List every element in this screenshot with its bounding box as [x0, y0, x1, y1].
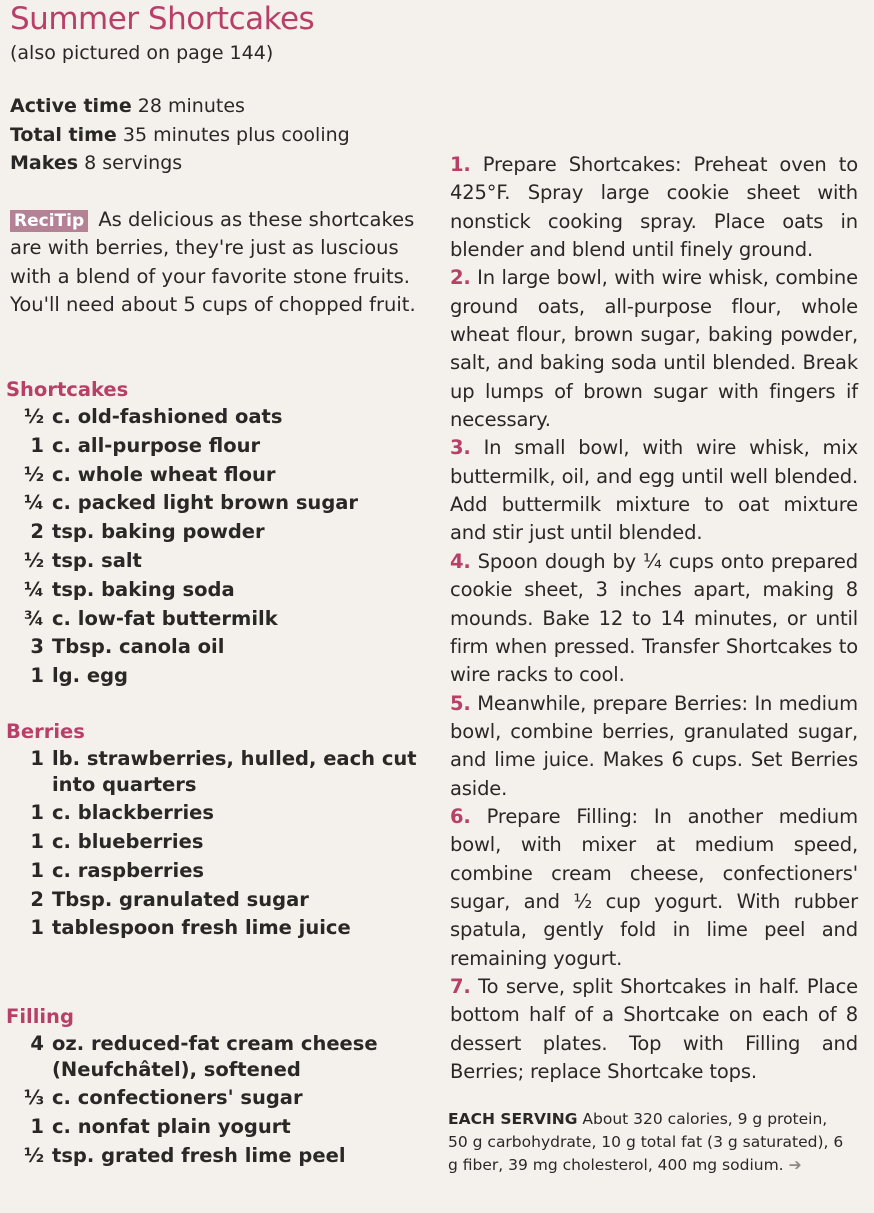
ingredient-item — [6, 915, 426, 941]
ingredient-qty: 1 — [30, 916, 44, 940]
ingredient-qty: 3 — [30, 635, 44, 659]
ingredient-item — [6, 404, 426, 430]
makes-value: 8 servings — [84, 152, 183, 174]
ingredient-qty: ½ — [23, 462, 44, 486]
ingredient-item — [6, 548, 426, 574]
ingredient-qty: 1 — [30, 830, 44, 854]
step-number: 4. — [450, 549, 471, 573]
ingredient-item — [6, 1085, 426, 1111]
ingredient-item — [6, 1114, 426, 1140]
step-number: 3. — [450, 436, 471, 460]
ingredient-qty: ½ — [23, 548, 44, 572]
ingredient-qty: 1 — [30, 1115, 44, 1139]
ingredient-text: Tbsp. granulated sugar — [52, 887, 309, 911]
direction-step — [450, 973, 858, 1086]
nutrition-info — [448, 1108, 848, 1178]
step-number: 7. — [450, 974, 471, 998]
ingredient-text: tsp. baking soda — [52, 577, 235, 601]
directions — [450, 151, 858, 1086]
ingredient-qty: ¼ — [23, 491, 44, 515]
ingredient-item — [6, 606, 426, 632]
ingredient-text: oz. reduced-fat cream cheese (Neufchâtel), softened — [52, 1032, 378, 1081]
filling-heading: Filling — [6, 1005, 74, 1028]
ingredient-item — [6, 577, 426, 603]
total-time-value: 35 minutes plus cooling — [122, 123, 350, 146]
ingredient-item — [6, 800, 426, 826]
direction-step — [450, 264, 858, 434]
direction-step — [450, 803, 858, 973]
ingredient-qty: ¾ — [23, 606, 44, 630]
total-time-label: Total time — [10, 123, 117, 146]
ingredient-text: c. old-fashioned oats — [52, 405, 283, 428]
shortcakes-heading: Shortcakes — [6, 378, 129, 401]
active-time-value: 28 minutes — [137, 95, 245, 117]
ingredient-qty: 4 — [30, 1032, 44, 1055]
step-text: Spoon dough by ¼ cups onto prepared cookie sheet, 3 inches apart, making 8 mounds. Bake 12 to 14 minutes, or until firm when pressed. Transfer Shortcakes to wire racks to cool. — [450, 549, 858, 687]
ingredient-qty: 1 — [30, 858, 44, 882]
ingredient-text: c. nonfat plain yogurt — [52, 1115, 291, 1139]
directions-list — [450, 151, 858, 1086]
nutrition-label: EACH SERVING — [448, 1110, 578, 1128]
ingredient-item — [6, 433, 426, 459]
step-number: 1. — [450, 153, 471, 176]
step-text: Meanwhile, prepare Berries: In medium bowl, combine berries, granulated sugar, and lime juice. Makes 6 cups. Set Berries aside. — [450, 691, 858, 800]
ingredient-item — [6, 519, 426, 545]
ingredient-qty: 2 — [30, 520, 44, 544]
direction-step — [450, 151, 858, 264]
ingredient-text: lb. strawberries, hulled, each cut into quarters — [52, 747, 417, 796]
nutrition-text: About 320 calories, 9 g protein, 50 g carbohydrate, 10 g total fat (3 g saturated), 6 g fiber, 39 mg cholesterol, 400 mg sodium. — [448, 1110, 844, 1175]
tip-badge: ReciTip — [10, 210, 88, 232]
ingredient-text: c. all-purpose flour — [52, 433, 261, 457]
ingredient-qty: ¼ — [23, 577, 44, 601]
berries-section — [6, 718, 426, 944]
ingredient-text: c. confectioners' sugar — [52, 1086, 303, 1110]
ingredient-qty: 1 — [30, 433, 44, 457]
makes — [10, 149, 350, 178]
active-time-label: Active time — [10, 95, 132, 117]
recipe-meta — [10, 92, 350, 178]
ingredient-item — [6, 829, 426, 855]
ingredient-qty: 1 — [30, 664, 44, 688]
ingredient-text: c. blackberries — [52, 801, 215, 825]
filling-ingredients — [6, 1031, 426, 1168]
direction-step — [450, 690, 858, 803]
ingredient-item — [6, 746, 426, 797]
ingredient-text: c. raspberries — [52, 858, 205, 882]
berries-heading: Berries — [6, 720, 85, 743]
ingredient-qty: 1 — [30, 801, 44, 825]
ingredient-qty: ⅓ — [23, 1086, 44, 1110]
ingredient-item — [6, 462, 426, 488]
berries-ingredients — [6, 746, 426, 941]
step-text: In small bowl, with wire whisk, mix buttermilk, oil, and egg until well blended. Add buttermilk mixture to oat mixture and stir just until blended. — [450, 436, 858, 545]
filling-section — [6, 1003, 426, 1172]
ingredient-item — [6, 663, 426, 689]
ingredient-text: c. low-fat buttermilk — [52, 606, 278, 630]
step-text: Prepare Shortcakes: Preheat oven to 425°F. Spray large cookie sheet with nonstick cooking spray. Place oats in blender and blend until finely ground. — [450, 153, 858, 262]
recipe-subtitle: (also pictured on page 144) — [10, 42, 274, 64]
ingredient-text: tsp. baking powder — [52, 520, 265, 544]
ingredient-text: tablespoon fresh lime juice — [52, 916, 351, 940]
step-text: Prepare Filling: In another medium bowl, with mixer at medium speed, combine cream cheese, confectioners' sugar, and ½ cup yogurt. With rubber spatula, gently fold in lime peel and remaining yogurt. — [450, 804, 858, 970]
ingredient-qty: ½ — [23, 405, 44, 428]
ingredient-text: tsp. salt — [52, 548, 142, 572]
step-number: 6. — [450, 804, 471, 828]
direction-step — [450, 434, 858, 547]
ingredient-item — [6, 634, 426, 660]
ingredient-qty: ½ — [23, 1143, 44, 1167]
reci-tip — [10, 206, 422, 319]
direction-step — [450, 548, 858, 690]
ingredient-text: Tbsp. canola oil — [52, 635, 225, 659]
ingredient-qty: 2 — [30, 887, 44, 911]
step-text: To serve, split Shortcakes in half. Place bottom half of a Shortcake on each of 8 dessert plates. Top with Filling and Berries; replace Shortcake tops. — [450, 974, 858, 1083]
makes-label: Makes — [10, 152, 79, 174]
step-number: 5. — [450, 691, 471, 715]
ingredient-item — [6, 490, 426, 516]
ingredient-item — [6, 887, 426, 913]
ingredient-text: c. whole wheat flour — [52, 462, 276, 486]
total-time — [10, 121, 350, 150]
active-time — [10, 92, 350, 121]
tip-text: As delicious as these shortcakes are with berries, they're just as luscious with a blend of your favorite stone fruits. You'll need about 5 cups of chopped fruit. — [10, 208, 416, 316]
step-number: 2. — [450, 266, 471, 290]
shortcakes-section — [6, 376, 426, 692]
ingredient-text: c. blueberries — [52, 830, 204, 854]
recipe-title: Summer Shortcakes — [10, 1, 315, 37]
ingredient-text: lg. egg — [52, 664, 128, 688]
shortcakes-ingredients — [6, 404, 426, 689]
ingredient-qty: 1 — [30, 747, 44, 770]
ingredient-item — [6, 1031, 426, 1082]
continue-arrow-icon: ➔ — [788, 1156, 802, 1175]
ingredient-text: c. packed light brown sugar — [52, 491, 359, 515]
ingredient-item — [6, 858, 426, 884]
ingredient-item — [6, 1143, 426, 1169]
step-text: In large bowl, with wire whisk, combine ground oats, all-purpose flour, whole wheat flour, brown sugar, baking powder, salt, and baking soda until blended. Break up lumps of brown sugar with fingers if necessary. — [450, 266, 858, 432]
ingredient-text: tsp. grated fresh lime peel — [52, 1143, 346, 1167]
